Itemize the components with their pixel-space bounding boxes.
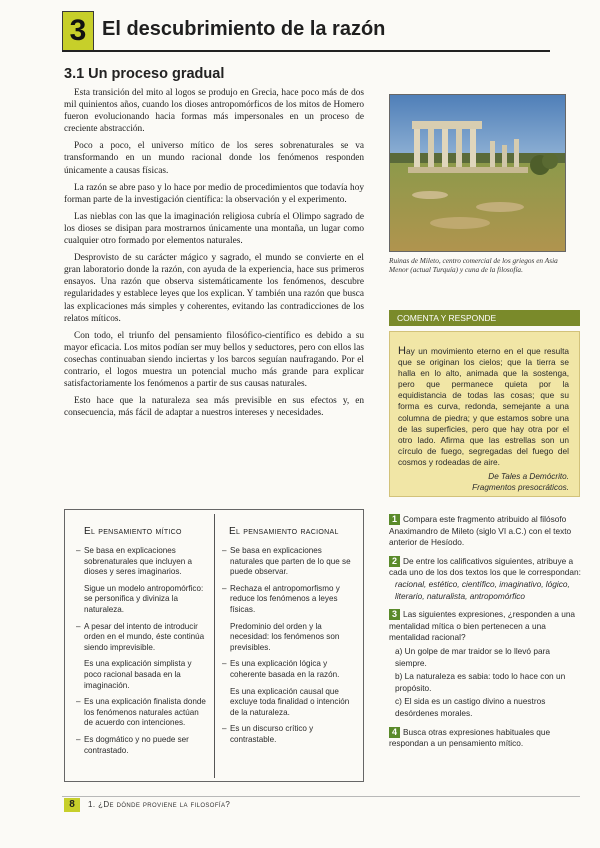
exercise-2-adjective-list: racional, estético, científico, imaginativo, lógico, literario, naturalista, antropomórfico [395,578,570,601]
title-divider [62,50,550,52]
quote-source-line-1: De Tales a Demócrito. [488,472,569,482]
footer-running-title: 1. ¿De dónde proviene la filosofía? [88,800,231,809]
racional-item: – Es una explicación lógica y coherente basada en la razón. [222,659,354,680]
racional-list [222,546,354,752]
exercise-2 [389,556,582,602]
section-heading: 3.1 Un proceso gradual [64,66,225,82]
table-divider [214,514,215,778]
exercise-4-text: Busca otras expresiones habituales que respondan a un pensamiento mítico. [389,726,551,749]
mitico-list [76,546,208,762]
racional-item: – Es un discurso crítico y contrastable. [222,724,354,745]
exercise-2-number: 2 [389,556,400,567]
racional-item: Es una explicación causal que excluye toda finalidad o intención de la naturaleza. [230,686,350,717]
quote-source [398,472,569,493]
exercise-3-option-c: c) El sida es un castigo divino a nuestros desórdenes morales. [395,696,546,718]
exercise-3-option-a: a) Un golpe de mar traidor se lo llevó para siempre. [395,645,550,668]
comenta-responde-bar: COMENTA Y RESPONDE [389,310,580,326]
footer-divider [62,796,580,797]
paragraph-6: Con todo, el triunfo del pensamiento filosófico-científico es debido a su mayor eficacia. Los mitos podían ser muy bellos y seductores, pero con ellos las cosechas continuaban siendo inciertas y los barcos seguían naufragando. Por el contrario, el logos muestra un potencial mucho más grande para explicar satisfactoriamente los fenómenos a partir de sus causas naturales. [64,330,364,390]
exercise-1 [389,514,582,549]
paragraph-7: Esto hace que la naturaleza sea más previsible en sus efectos y, en consecuencia, más fácil de adaptar a nuestros intereses y necesidades. [64,396,364,419]
mitico-column-heading: El pensamiento mítico [84,526,182,537]
exercises [389,514,582,757]
mitico-item: Sigue un modelo antropomórfico: se personifica y diviniza la naturaleza. [84,583,204,614]
exercise-4-number: 4 [389,727,400,738]
mitico-item: – Es una explicación finalista donde los fenómenos naturales actúan de acuerdo con intenciones. [76,697,208,729]
chapter-title: El descubrimiento de la razón [102,18,386,40]
racional-item: Predominio del orden y la necesidad: los fenómenos son previsibles. [230,621,340,652]
quote-source-line-2: Fragmentos presocráticos. [472,482,569,492]
page-number: 8 [64,798,80,812]
racional-column-heading: El pensamiento racional [229,526,339,537]
chapter-number: 3 [62,11,94,51]
exercise-1-text: Compara este fragmento atribuido al filósofo Anaximandro de Mileto (siglo VI a.C.) con el texto anterior de Hesíodo. [389,514,572,548]
mitico-item: – Se basa en explicaciones sobrenaturales que incluyen a dioses y seres imaginarios. [76,546,208,578]
body-text [64,87,364,424]
paragraph-5: Desprovisto de su carácter mágico y sagrado, el mundo se convierte en el gran laboratorio donde la razón, con ayuda de la experiencia, hace sus primeros ensayos. Una razón que observa sistemáticamente los fenómenos, descubre regularidades y establece leyes que los explican. Y también una razón que busca las explicaciones más simples y coherentes, evitando las contradicciones de los relatos míticos. [64,253,364,324]
quote-box [389,331,580,497]
paragraph-1: Esta transición del mito al logos se produjo en Grecia, hace poco más de dos mil quinientos años, cuando los dioses antropomórficos de los mitos de Homero fueron evolucionando hacia formas más impersonales en un proceso de creciente abstracción. [64,88,364,135]
exercise-1-number: 1 [389,514,400,525]
paragraph-4: Las nieblas con las que la imaginación religiosa cubría el Olimpo sagrado de los dioses se disipan para mostrarnos únicamente una montaña, un lugar como cualquier otro formado por elementos naturales. [64,211,364,247]
exercise-3-number: 3 [389,609,400,620]
racional-item: – Se basa en explicaciones naturales que parten de lo que se puede observar. [222,546,354,578]
exercise-2-text: De entre los calificativos siguientes, atribuye a cada uno de los dos textos los que le correspondan: [389,555,581,578]
mitico-item: – A pesar del intento de introducir orden en el mundo, éste continúa siendo imprevisible. [76,622,208,654]
mitico-item: – Es dogmático y no puede ser contrastado. [76,735,208,756]
paragraph-2: Poco a poco, el universo mítico de los seres sobrenaturales se va transformando en un mundo racional donde los fenómenos responden únicamente a causas físicas. [64,141,364,176]
ruins-photo [389,94,566,252]
exercise-4 [389,727,582,750]
exercise-3-option-b: b) La naturaleza es sabia: todo lo hace con un propósito. [395,671,566,693]
racional-item: – Rechaza el antropomorfismo y reduce los fenómenos a leyes físicas. [222,584,354,616]
paragraph-3: La razón se abre paso y lo hace por medio de procedimientos que todavía hoy forman parte de la investigación científica: la observación y el experimento. [64,182,364,205]
exercise-3 [389,609,582,719]
exercise-3-text: Las siguientes expresiones, ¿responden a una mentalidad mítica o bien pertenecen a una mentalidad racional? [389,609,576,643]
photo-caption: Ruinas de Mileto, centro comercial de los griegos en Asia Menor (actual Turquía) y cuna de la filosofía. [389,256,558,274]
mitico-item: Es una explicación simplista y poco racional basada en la imaginación. [84,659,192,690]
ruins-illustration [390,95,565,251]
quote-text: Hay un movimiento eterno en el que resulta que se originan los cielos; que la tierra se halla en lo alto, animada que la sostenga, pero que permanece quieta por la equidistancia de todas las cosas; que su forma es curva, redonda, semejante a una columna de piedra; y que estamos sobre una de las superficies, pero que hay otra por el otro lado. Afirma que las estrellas son un círculo de fuego, segregadas del fuego del cosmos y rodeadas de aire. [398,345,569,467]
